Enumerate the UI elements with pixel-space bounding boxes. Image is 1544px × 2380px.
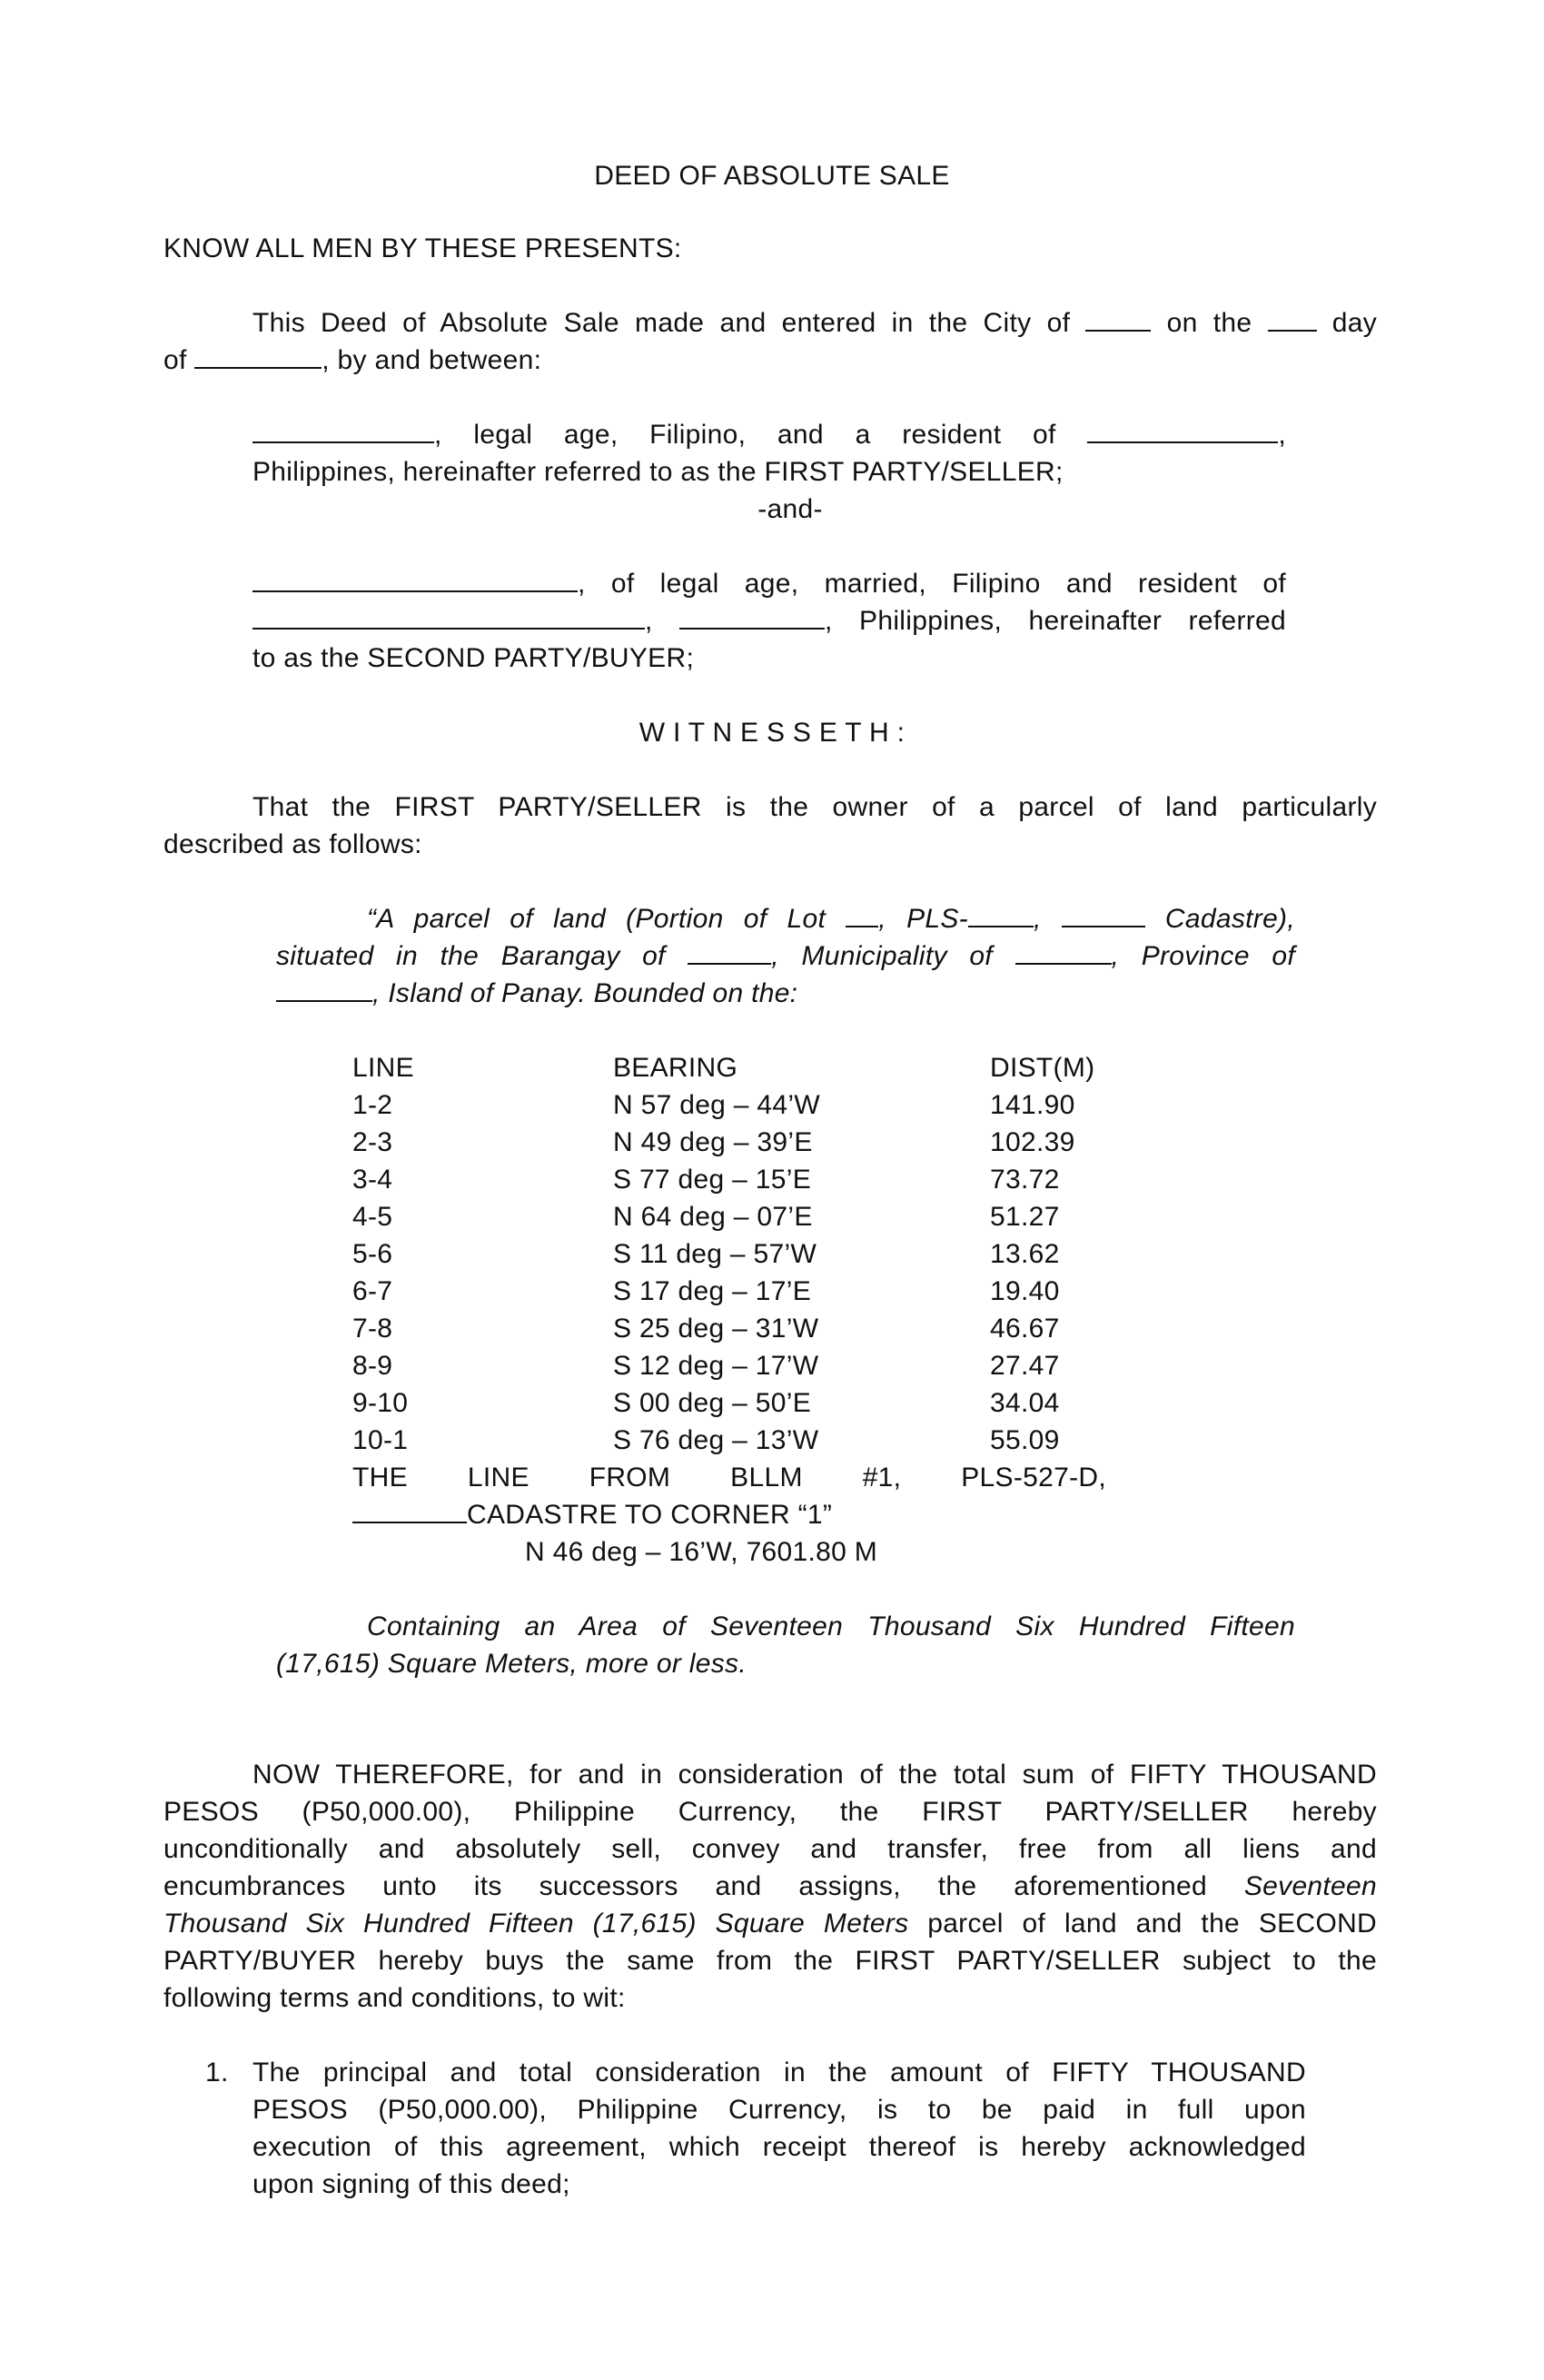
parcel-line-1: “A parcel of land (Portion of Lot , PLS- , Cadastre), — [367, 904, 1295, 934]
consideration-line-6: PARTY/BUYER hereby buys the same from the FIRST PARTY/SELLER subject to the — [163, 1946, 1377, 1976]
area-line-2: (17,615) Square Meters, more or less. — [276, 1649, 747, 1679]
table-row-4-bearing-cell: N 64 deg – 07’E — [613, 1202, 813, 1232]
pls-blank — [968, 904, 1034, 927]
area-line-1: Containing an Area of Seventeen Thousand Six Hundred Fifteen — [367, 1611, 1295, 1641]
table-row-4-line-cell: 4-5 — [352, 1202, 393, 1232]
table-row-3-dist-cell: 73.72 — [990, 1165, 1060, 1195]
province-blank — [276, 978, 372, 1002]
table-row-8-dist-cell: 27.47 — [990, 1351, 1060, 1381]
table-row-2-line-cell: 2-3 — [352, 1127, 393, 1157]
consideration-line-1: NOW THEREFORE, for and in consideration of the total sum of FIFTY THOUSAND — [252, 1760, 1377, 1790]
table-row-10-bearing-cell: S 76 deg – 13’W — [613, 1425, 819, 1455]
table-row-7-bearing-cell: S 25 deg – 31’W — [613, 1314, 819, 1344]
table-row-7-line-cell: 7-8 — [352, 1314, 393, 1344]
term-1-line-1: The principal and total consideration in the amount of FIFTY THOUSAND — [252, 2058, 1306, 2087]
tie-line-1: THE LINE FROM BLLM #1, PLS-527-D, — [352, 1463, 1106, 1492]
document-title: DEED OF ABSOLUTE SALE — [594, 161, 950, 191]
seller-name-blank — [252, 420, 434, 443]
table-row-2-dist-cell: 102.39 — [990, 1127, 1075, 1157]
table-row-9-bearing-cell: S 00 deg – 50’E — [613, 1388, 812, 1418]
table-row-2-bearing-cell: N 49 deg – 39’E — [613, 1127, 813, 1157]
consideration-line-7: following terms and conditions, to wit: — [163, 1983, 626, 2013]
tie-line-2: CADASTRE TO CORNER “1” — [352, 1497, 832, 1533]
owner-line-2: described as follows: — [163, 829, 422, 859]
consideration-line-5: Thousand Six Hundred Fifteen (17,615) Square Meters parcel of land and the SECOND — [163, 1909, 1378, 1939]
intro-line-2: of , by and between: — [163, 345, 542, 375]
parcel-line-2: situated in the Barangay of , Municipality of , Province of — [276, 941, 1295, 971]
table-row-3-line-cell: 3-4 — [352, 1165, 393, 1195]
consideration-line-3: unconditionally and absolutely sell, convey and transfer, free from all liens and — [163, 1834, 1377, 1864]
term-1-line-4: upon signing of this deed; — [252, 2169, 570, 2199]
city-blank — [1085, 308, 1151, 332]
table-row-1-bearing-cell: N 57 deg – 44’W — [613, 1090, 820, 1120]
table-row-6-line-cell: 6-7 — [352, 1276, 393, 1306]
consideration-line-2: PESOS (P50,000.00), Philippine Currency, the FIRST PARTY/SELLER hereby — [163, 1797, 1377, 1827]
table-row-5-line-cell: 5-6 — [352, 1239, 393, 1269]
intro-line-1: This Deed of Absolute Sale made and entered in the City of on the day — [252, 308, 1378, 338]
lot-blank — [846, 904, 878, 927]
party2-line-1: , of legal age, married, Filipino and resident of — [252, 566, 1286, 602]
table-row-4-dist-cell: 51.27 — [990, 1202, 1060, 1232]
party2-line-2: , , Philippines, hereinafter referred — [252, 603, 1286, 640]
cadastre-blank — [1062, 904, 1145, 927]
table-row-10-dist-cell: 55.09 — [990, 1425, 1060, 1455]
table-row-6-bearing-cell: S 17 deg – 17’E — [613, 1276, 812, 1306]
table-row-8-bearing-cell: S 12 deg – 17’W — [613, 1351, 819, 1381]
table-row-8-line-cell: 8-9 — [352, 1351, 393, 1381]
month-blank — [194, 345, 322, 369]
table-row-3-bearing-cell: S 77 deg – 15’E — [613, 1165, 812, 1195]
parcel-line-3: , Island of Panay. Bounded on the: — [276, 976, 797, 1012]
buyer-address-blank — [252, 606, 645, 630]
table-row-9-line-cell: 9-10 — [352, 1388, 409, 1418]
table-row-1-dist-cell: 141.90 — [990, 1090, 1075, 1120]
consideration-line-4: encumbrances unto its successors and assigns, the aforementioned Seventeen — [163, 1871, 1377, 1901]
tie-cadastre-blank — [352, 1500, 467, 1523]
and-separator: -and- — [757, 494, 823, 524]
party1-line-2: Philippines, hereinafter referred to as the FIRST PARTY/SELLER; — [252, 457, 1064, 487]
term-1-line-2: PESOS (P50,000.00), Philippine Currency, is to be paid in full upon — [252, 2095, 1306, 2125]
table-row-6-dist-cell: 19.40 — [990, 1276, 1060, 1306]
table-header-line: LINE — [352, 1053, 414, 1083]
seller-residence-blank — [1087, 420, 1278, 443]
party1-line-1: , legal age, Filipino, and a resident of , — [252, 417, 1286, 453]
table-row-9-dist-cell: 34.04 — [990, 1388, 1060, 1418]
day-blank — [1268, 308, 1317, 332]
table-header-dist: DIST(M) — [990, 1053, 1095, 1083]
table-row-1-line-cell: 1-2 — [352, 1090, 393, 1120]
term-1-line-3: execution of this agreement, which receipt thereof is hereby acknowledged — [252, 2132, 1306, 2162]
table-row-5-dist-cell: 13.62 — [990, 1239, 1060, 1269]
owner-line-1: That the FIRST PARTY/SELLER is the owner of a parcel of land particularly — [252, 792, 1377, 822]
witnesseth-heading: W I T N E S S E T H : — [638, 718, 906, 748]
municipality-blank — [1015, 941, 1112, 965]
barangay-blank — [688, 941, 771, 965]
table-row-10-line-cell: 10-1 — [352, 1425, 409, 1455]
table-header-bearing: BEARING — [613, 1053, 738, 1083]
table-row-5-bearing-cell: S 11 deg – 57’W — [613, 1239, 817, 1269]
tie-line-3: N 46 deg – 16’W, 7601.80 M — [525, 1537, 878, 1567]
party2-line-3: to as the SECOND PARTY/BUYER; — [252, 643, 695, 673]
know-all-heading: KNOW ALL MEN BY THESE PRESENTS: — [163, 233, 682, 263]
buyer-name-blank — [252, 569, 578, 592]
term-1-number: 1. — [205, 2058, 229, 2087]
buyer-city-blank — [679, 606, 825, 630]
table-row-7-dist-cell: 46.67 — [990, 1314, 1060, 1344]
